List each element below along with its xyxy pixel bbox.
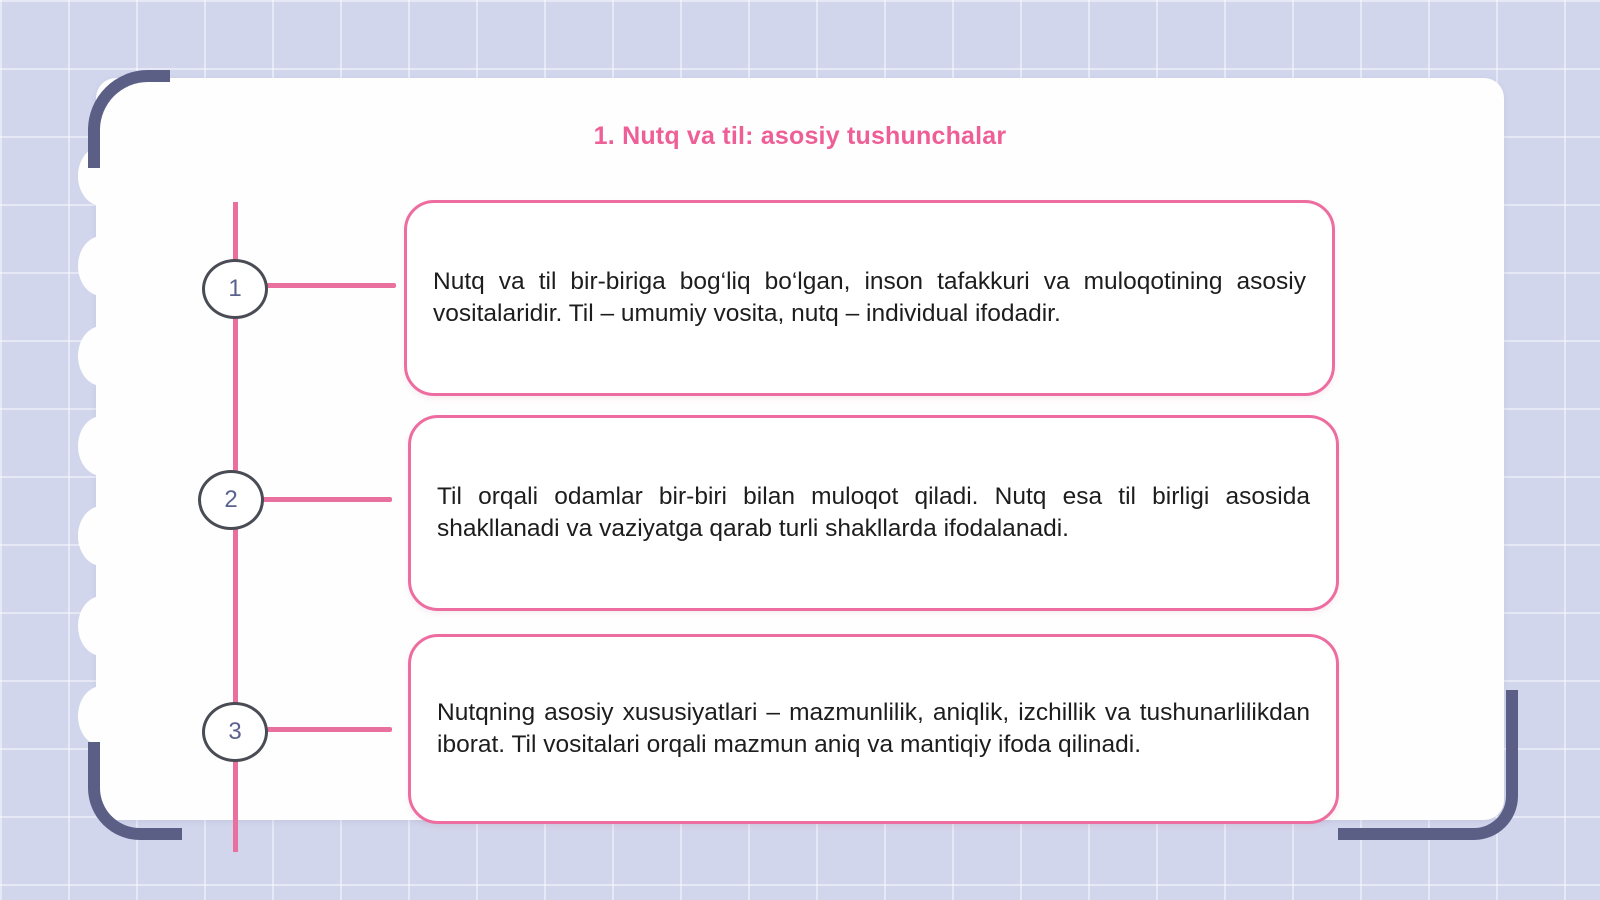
timeline-connector-3 (266, 727, 392, 732)
notebook-scallop (78, 416, 126, 476)
notebook-scallop (78, 326, 126, 386)
frame-corner-bottom-right (1338, 690, 1518, 840)
notebook-scallop (78, 236, 126, 296)
text-box-2 (408, 415, 1339, 611)
notebook-scallop (78, 596, 126, 656)
timeline-connector-2 (262, 497, 392, 502)
notebook-scallop (78, 506, 126, 566)
text-box-2-content: Til orqali odamlar bir-biri bilan muloqot qiladi. Nutq esa til birligi asosida shakllanadi va vaziyatga qarab turli shakllarda ifodalanadi. (437, 483, 1310, 542)
frame-corner-bottom-left (88, 742, 182, 840)
text-box-1-content: Nutq va til bir-biriga bog‘liq bo‘lgan, inson tafakkuri va muloqotining asosiy vositalaridir. Til – umumiy vosita, nutq – individual ifodadir. (433, 268, 1306, 327)
notebook-scallop (78, 686, 126, 746)
text-box-3-content: Nutqning asosiy xususiyatlari – mazmunlilik, aniqlik, izchillik va tushunarlilikdan iborat. Til vositalari orqali mazmun aniq va mantiqiy ifoda qilinadi. (437, 699, 1310, 758)
text-box-3 (408, 634, 1339, 824)
step-number-1: 1 (202, 259, 268, 319)
slide-title: 1. Nutq va til: asosiy tushunchalar (593, 122, 1007, 150)
timeline-connector-1 (266, 283, 396, 288)
step-number-2: 2 (198, 470, 264, 530)
step-number-3: 3 (202, 702, 268, 762)
text-box-1 (404, 200, 1335, 396)
